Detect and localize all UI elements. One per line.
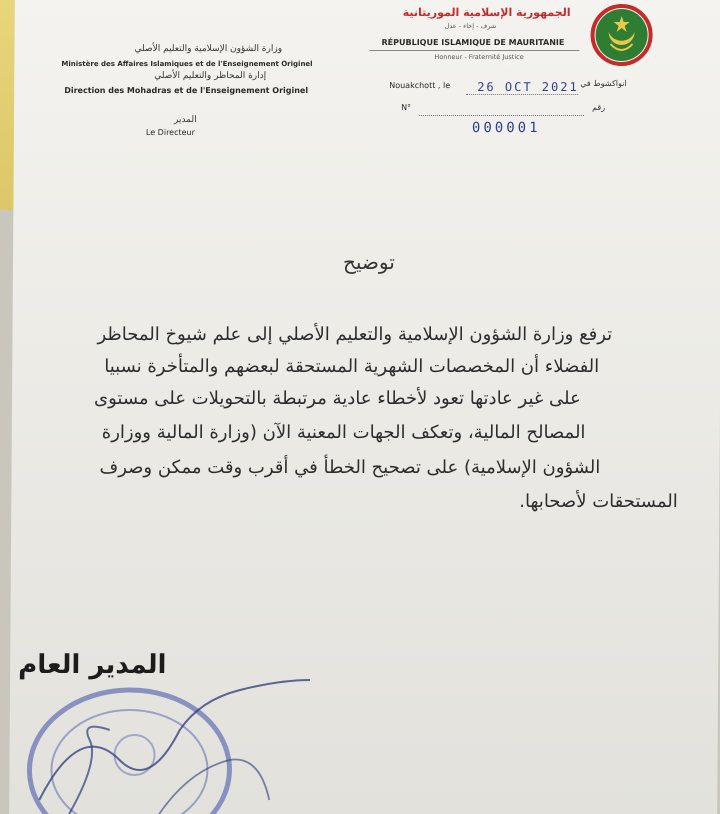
date-value: 26 OCT 2021 xyxy=(477,80,579,94)
republic-title-ar: الجمهورية الإسلامية الموريتانية xyxy=(402,6,571,19)
number-value: 000001 xyxy=(471,120,541,136)
place-fr: Nouakchott , le xyxy=(389,81,451,90)
number-label-ar: رقم xyxy=(592,103,606,112)
number-underline xyxy=(419,115,584,116)
ministry-fr: Ministère des Affaires Islamiques et de l'Enseignement Originel xyxy=(61,60,313,68)
signature-title: المدير العام xyxy=(18,650,167,680)
body-line: المصالح المالية، وتعكف الجهات المعنية الآن (وزارة المالية ووزارة xyxy=(101,422,586,443)
motto-ar: شرف - إخاء - عدل xyxy=(444,22,497,30)
director-ar: المدير xyxy=(173,115,197,125)
document-title: توضيح xyxy=(342,250,395,274)
mauritania-emblem-icon xyxy=(586,4,656,66)
director-fr: Le Directeur xyxy=(145,128,195,137)
number-label-fr: N° xyxy=(401,103,412,112)
header-divider xyxy=(369,50,579,51)
body-line: على غير عادتها تعود لأخطاء عادية مرتبطة بالتحويلات على مستوى xyxy=(93,388,581,409)
place-ar: انواكشوط في xyxy=(580,79,627,88)
body-line: الفضلاء أن المخصصات الشهرية المستحقة لبعضهم والمتأخرة نسبيا xyxy=(104,356,600,377)
body-line: ترفع وزارة الشؤون الإسلامية والتعليم الأصلي إلى علم شيوخ المحاظر xyxy=(97,324,613,345)
republic-title-fr: RÉPUBLIQUE ISLAMIQUE DE MAURITANIE xyxy=(381,38,565,47)
ministry-ar: وزارة الشؤون الإسلامية والتعليم الأصلي xyxy=(134,44,283,54)
direction-fr: Direction des Mohadras et de l'Enseignement Originel xyxy=(64,86,309,95)
date-underline xyxy=(466,94,578,95)
motto-fr: Honneur - Fraternité Justice xyxy=(434,53,524,61)
body-line: المستحقات لأصحابها. xyxy=(519,491,678,512)
official-stamp xyxy=(9,660,310,814)
document-page xyxy=(9,0,720,814)
direction-ar: إدارة المحاظر والتعليم الأصلي xyxy=(154,71,267,81)
body-line: الشؤون الإسلامية) على تصحيح الخطأ في أقرب وقت ممكن وصرف xyxy=(99,457,601,478)
